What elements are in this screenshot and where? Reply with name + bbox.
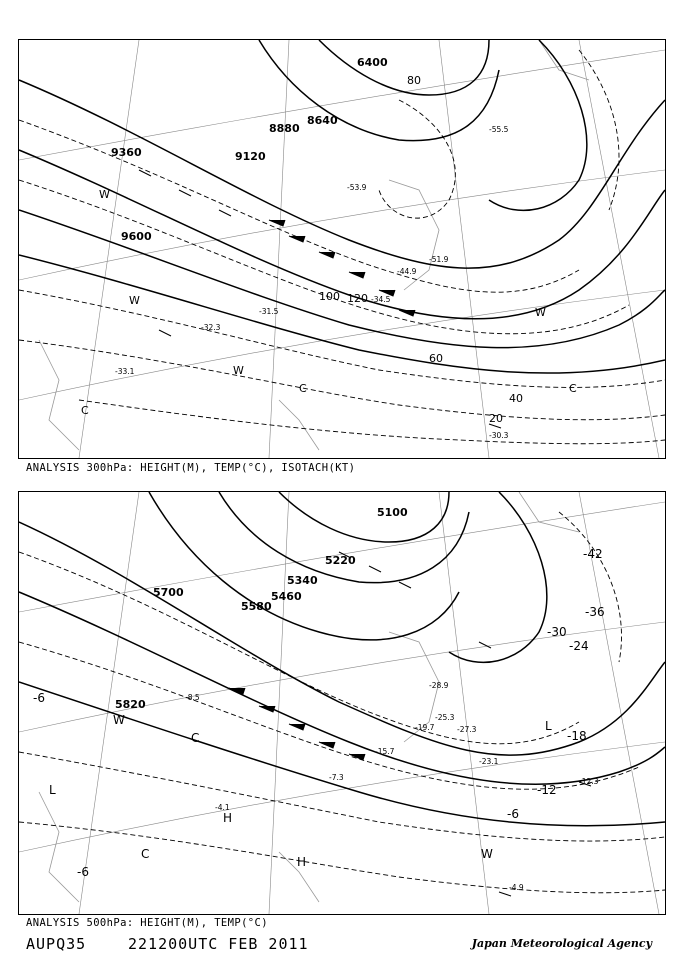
- temp-label: -36: [585, 605, 605, 619]
- station-value: -27.3: [457, 725, 477, 734]
- station-value: -23.1: [479, 757, 499, 766]
- temp-label: -18: [567, 729, 587, 743]
- temp-label: -44.9: [397, 267, 417, 276]
- temp-label: -6: [507, 807, 519, 821]
- caption-300hpa: ANALYSIS 300hPa: HEIGHT(M), TEMP(°C), ISOTACH(KT): [26, 462, 356, 474]
- agency-name: Japan Meteorological Agency: [471, 937, 652, 950]
- height-label: 5580: [241, 600, 272, 613]
- caption-500hpa: ANALYSIS 500hPa: HEIGHT(M), TEMP(°C): [26, 917, 268, 929]
- station-value: -28.9: [429, 681, 449, 690]
- center-marker: W: [113, 713, 125, 727]
- center-marker: W: [481, 847, 493, 861]
- center-marker: W: [233, 364, 244, 377]
- height-label: 5820: [115, 698, 146, 711]
- chart-300hpa: [18, 39, 666, 459]
- temp-label: -42: [583, 547, 603, 561]
- map-500hpa: [19, 492, 665, 914]
- height-label: 5340: [287, 574, 318, 587]
- temp-label: -24: [569, 639, 589, 653]
- station-value: -25.3: [435, 713, 455, 722]
- valid-time: 221200UTC FEB 2011: [128, 935, 309, 953]
- temp-labels-300: [115, 125, 509, 440]
- temp-label: -6: [33, 691, 45, 705]
- station-value: -8.5: [185, 693, 200, 702]
- temp-label: -55.5: [489, 125, 509, 134]
- height-label: 9360: [111, 146, 142, 159]
- center-marker: C: [569, 382, 577, 395]
- temp-label: -34.5: [371, 295, 391, 304]
- station-value: -19.7: [415, 723, 435, 732]
- temp-label: -33.1: [115, 367, 135, 376]
- height-contours-300: [19, 40, 665, 373]
- height-label: 5220: [325, 554, 356, 567]
- station-value: -7.3: [329, 773, 344, 782]
- isotach-label: 120: [347, 292, 368, 305]
- station-value: -12.3: [579, 777, 599, 786]
- center-marker: C: [299, 382, 307, 395]
- temp-label: -6: [77, 865, 89, 879]
- wind-barbs-500: [229, 552, 591, 896]
- isotach-label: 20: [489, 412, 503, 425]
- center-marker: H: [223, 811, 233, 825]
- height-label: 5460: [271, 590, 302, 603]
- height-labels-500: [115, 506, 408, 711]
- center-marker: W: [129, 294, 140, 307]
- temp-label: -12: [537, 783, 557, 797]
- height-label: 9600: [121, 230, 152, 243]
- product-code: AUPQ35: [26, 935, 87, 953]
- center-marker: C: [191, 731, 200, 745]
- height-label: 9120: [235, 150, 266, 163]
- temp-label: -53.9: [347, 183, 367, 192]
- isotach-label: 80: [407, 74, 421, 87]
- center-marker: C: [141, 847, 150, 861]
- temp-label: -30.3: [489, 431, 509, 440]
- height-labels-300: [111, 56, 388, 243]
- station-value: -4.9: [509, 883, 524, 892]
- center-marker: C: [81, 404, 89, 417]
- map-300hpa: [19, 40, 665, 458]
- height-label: 5100: [377, 506, 408, 519]
- height-label: 8640: [307, 114, 338, 127]
- station-value: -4.1: [215, 803, 230, 812]
- center-marker: L: [545, 719, 552, 733]
- isotach-label: 40: [509, 392, 523, 405]
- coastline-500: [39, 492, 579, 902]
- temp-label: -30: [547, 625, 567, 639]
- graticule-300: [19, 40, 665, 458]
- temp-label: -51.9: [429, 255, 449, 264]
- height-label: 6400: [357, 56, 388, 69]
- height-label: 5700: [153, 586, 184, 599]
- center-marker: W: [99, 188, 110, 201]
- pressure-centers-500: [49, 713, 552, 869]
- temp-label: -32.3: [201, 323, 221, 332]
- center-marker: W: [535, 306, 546, 319]
- chart-500hpa: [18, 491, 666, 915]
- center-marker: L: [49, 783, 56, 797]
- height-label: 8880: [269, 122, 300, 135]
- isotach-label: 60: [429, 352, 443, 365]
- station-value: -15.7: [375, 747, 395, 756]
- isotach-label: 100: [319, 290, 340, 303]
- temp-label: -31.5: [259, 307, 279, 316]
- center-marker: H: [297, 855, 307, 869]
